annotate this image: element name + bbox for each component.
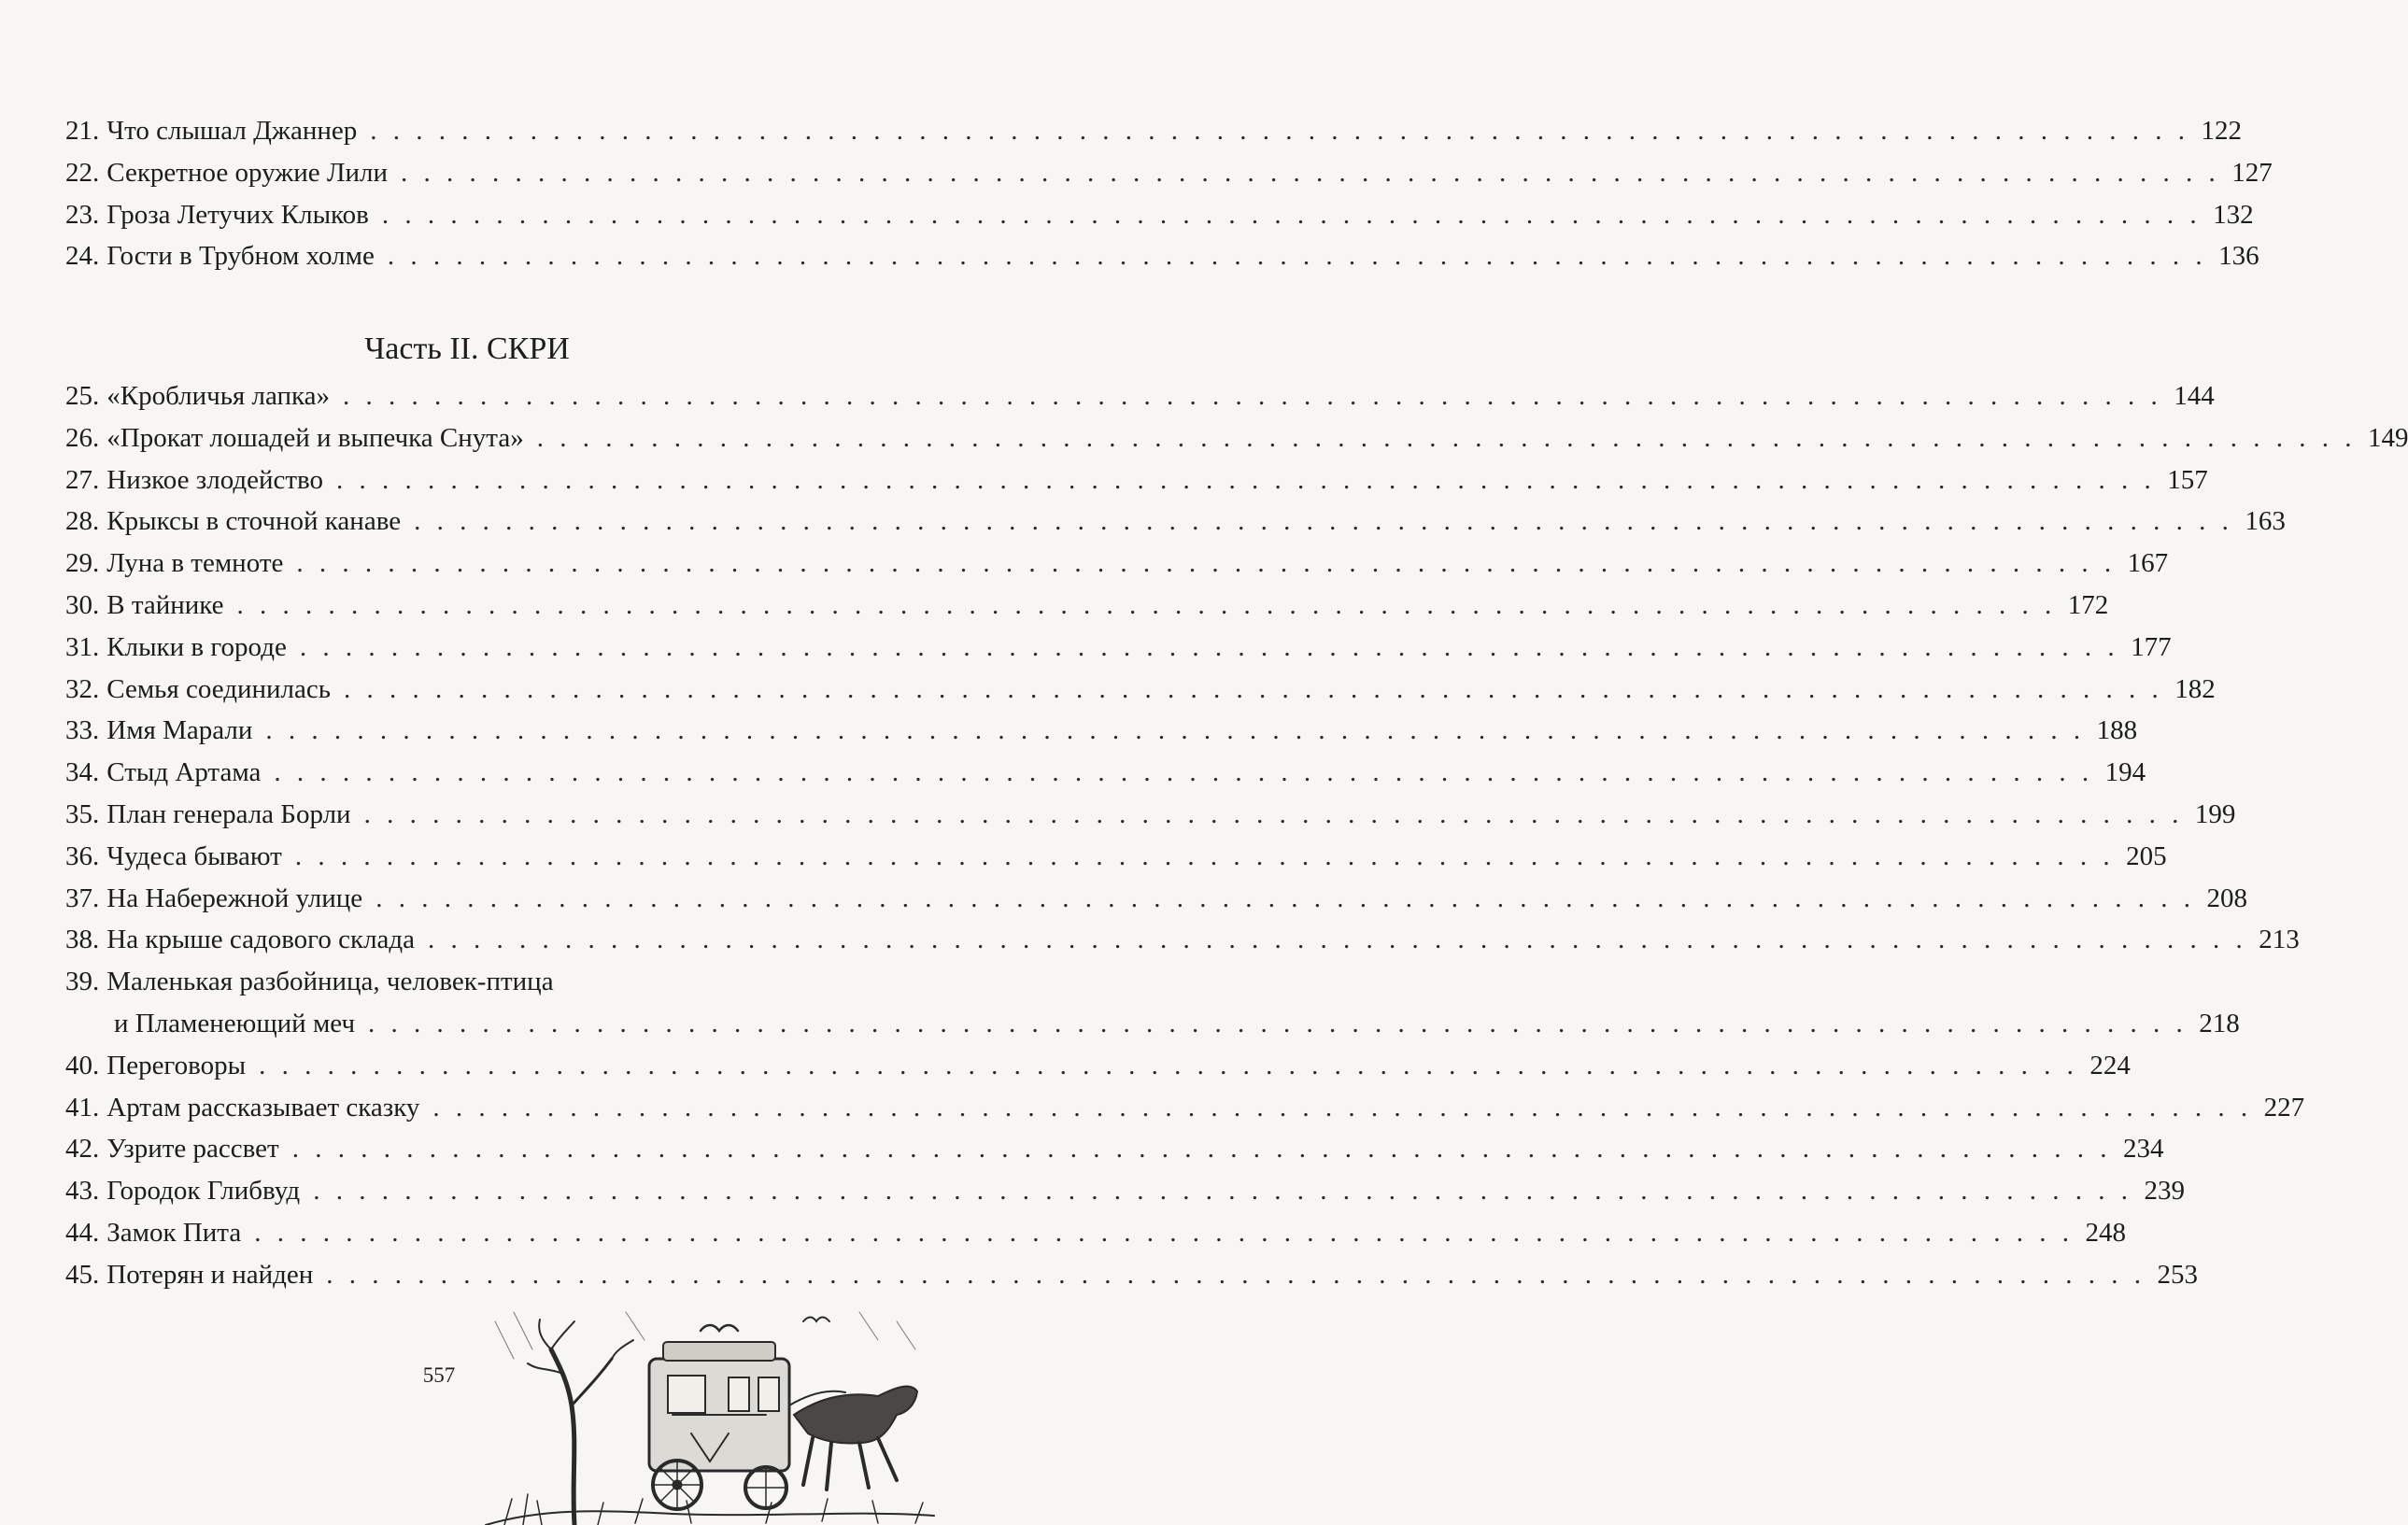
chapter-number: 31.: [65, 631, 100, 662]
page-ref: 188: [2096, 715, 2138, 746]
leader-dots: . . . . . . . . . . . . . . . . . . . . . . . . . . . . . . . . . . . . . . . . . . . . . . . . . . . . . . . . . . . . . . . . . . . . . . . . . . . . . . . .: [265, 715, 2086, 746]
toc-entry: [65, 110, 2242, 152]
page-ref: 177: [2131, 631, 2172, 662]
part-heading: Часть II. СКРИ: [364, 332, 570, 366]
chapter-number: 32.: [65, 673, 100, 704]
toc-entry: [65, 152, 2273, 194]
leader-dots: . . . . . . . . . . . . . . . . . . . . . . . . . . . . . . . . . . . . . . . . . . . . . . . . . . . . . . . . . . . . . . . . . . . . . . . . . . . . . . . .: [236, 589, 2057, 620]
chapter-title: Секретное оружие Лили: [106, 157, 389, 188]
chapter-number: 41.: [65, 1092, 100, 1123]
leader-dots: . . . . . . . . . . . . . . . . . . . . . . . . . . . . . . . . . . . . . . . . . . . . . . . . . . . . . . . . . . . . . . . . . . . . . . . . . . . . . . . .: [291, 1134, 2112, 1165]
chapter-number: 39.: [65, 967, 100, 997]
leader-dots: . . . . . . . . . . . . . . . . . . . . . . . . . . . . . . . . . . . . . . . . . . . . . . . . . . . . . . . . . . . . . . . . . . . . . . . . . . . . . . . .: [274, 757, 2094, 788]
leader-dots: . . . . . . . . . . . . . . . . . . . . . . . . . . . . . . . . . . . . . . . . . . . . . . . . . . . . . . . . . . . . . . . . . . . . . . . . . . . . . . . .: [381, 199, 2202, 230]
toc-entry: [65, 627, 2172, 669]
leader-dots: . . . . . . . . . . . . . . . . . . . . . . . . . . . . . . . . . . . . . . . . . . . . . . . . . . . . . . . . . . . . . . . . . . . . . . . . . . . . . . . .: [313, 1176, 2132, 1207]
toc-entry: [65, 1045, 2131, 1087]
toc-entry: [65, 669, 2216, 711]
toc-entry: [65, 417, 2408, 459]
toc-entry: [65, 194, 2254, 236]
chapter-title: На Набережной улице: [106, 883, 363, 913]
page-ref: 248: [2085, 1217, 2126, 1248]
page-ref: 157: [2167, 464, 2208, 495]
chapter-number: 26.: [65, 422, 100, 453]
chapter-number: 35.: [65, 798, 100, 829]
chapter-title: Стыд Артама: [106, 757, 262, 788]
leader-dots: . . . . . . . . . . . . . . . . . . . . . . . . . . . . . . . . . . . . . . . . . . . . . . . . . . . . . . . . . . . . . . . . . . . . . . . . . . . . . . . .: [368, 1008, 2188, 1038]
chapter-title: Замок Пита: [106, 1217, 242, 1248]
toc-list-part1: [65, 110, 2273, 277]
chapter-title: Гроза Летучих Клыков: [106, 199, 369, 230]
toc-entry: [65, 836, 2167, 878]
carriage-illustration: [486, 1303, 934, 1525]
toc-entry: [65, 1170, 2185, 1212]
leader-dots: . . . . . . . . . . . . . . . . . . . . . . . . . . . . . . . . . . . . . . . . . . . . . . . . . . . . . . . . . . . . . . . . . . . . . . . . . . . . . . . .: [296, 548, 2117, 579]
chapter-number: 43.: [65, 1176, 100, 1207]
toc-entry: [65, 794, 2236, 836]
page-ref: 132: [2213, 199, 2254, 230]
toc-entry: [65, 878, 2247, 920]
chapter-number: 45.: [65, 1259, 100, 1290]
page-ref: 224: [2089, 1050, 2131, 1080]
leader-dots: . . . . . . . . . . . . . . . . . . . . . . . . . . . . . . . . . . . . . . . . . . . . . . . . . . . . . . . . . . . . . . . . . . . . . . . . . . . . . . . .: [363, 798, 2184, 829]
page-ref: 182: [2174, 673, 2216, 704]
page-ref: 253: [2157, 1259, 2199, 1290]
page-ref: 149: [2367, 422, 2408, 453]
page-ref: 234: [2122, 1134, 2164, 1165]
chapter-title: Семья соединилась: [106, 673, 331, 704]
chapter-number: 33.: [65, 715, 100, 746]
toc-entry: [65, 375, 2215, 417]
chapter-number: 21.: [65, 116, 100, 146]
chapter-title: Узрите рассвет: [106, 1134, 279, 1165]
leader-dots: . . . . . . . . . . . . . . . . . . . . . . . . . . . . . . . . . . . . . . . . . . . . . . . . . . . . . . . . . . . . . . . . . . . . . . . . . . . . . . . .: [336, 464, 2156, 495]
leader-dots: . . . . . . . . . . . . . . . . . . . . . . . . . . . . . . . . . . . . . . . . . . . . . . . . . . . . . . . . . . . . . . . . . . . . . . . . . . . . . . . .: [536, 422, 2357, 453]
toc-entry: [65, 710, 2138, 752]
leader-dots: . . . . . . . . . . . . . . . . . . . . . . . . . . . . . . . . . . . . . . . . . . . . . . . . . . . . . . . . . . . . . . . . . . . . . . . . . . . . . . . .: [432, 1092, 2253, 1123]
toc-entry: [65, 1087, 2305, 1129]
toc-entry: [65, 1128, 2164, 1170]
chapter-number: 38.: [65, 925, 100, 955]
toc-entry: [65, 501, 2286, 543]
chapter-number: 24.: [65, 241, 100, 272]
leader-dots: . . . . . . . . . . . . . . . . . . . . . . . . . . . . . . . . . . . . . . . . . . . . . . . . . . . . . . . . . . . . . . . . . . . . . . . . . . . . . . . .: [401, 157, 2220, 188]
toc-entry: [65, 543, 2169, 585]
chapter-number: 28.: [65, 506, 100, 537]
page-ref: 199: [2194, 798, 2236, 829]
toc-entry: [65, 459, 2208, 501]
page-number: 557: [422, 1363, 456, 1387]
toc-list-part2: [65, 375, 2408, 1296]
chapter-number: 34.: [65, 757, 100, 788]
leader-dots: . . . . . . . . . . . . . . . . . . . . . . . . . . . . . . . . . . . . . . . . . . . . . . . . . . . . . . . . . . . . . . . . . . . . . . . . . . . . . . . .: [343, 673, 2163, 704]
leader-dots: . . . . . . . . . . . . . . . . . . . . . . . . . . . . . . . . . . . . . . . . . . . . . . . . . . . . . . . . . . . . . . . . . . . . . . . . . . . . . . . .: [428, 925, 2247, 955]
page-ref: 136: [2218, 241, 2259, 272]
toc-entry: [65, 235, 2259, 277]
chapter-number: 29.: [65, 548, 100, 579]
chapter-title-line2: и Пламенеющий меч: [114, 1008, 356, 1038]
page-ref: 194: [2104, 757, 2146, 788]
chapter-title: Луна в темноте: [106, 548, 284, 579]
chapter-number: 30.: [65, 589, 100, 620]
page-ref: 208: [2206, 883, 2247, 913]
chapter-title: Имя Марали: [106, 715, 253, 746]
chapter-number: 23.: [65, 199, 100, 230]
leader-dots: . . . . . . . . . . . . . . . . . . . . . . . . . . . . . . . . . . . . . . . . . . . . . . . . . . . . . . . . . . . . . . . . . . . . . . . . . . . . . . . .: [375, 883, 2195, 913]
leader-dots: . . . . . . . . . . . . . . . . . . . . . . . . . . . . . . . . . . . . . . . . . . . . . . . . . . . . . . . . . . . . . . . . . . . . . . . . . . . . . . . .: [414, 506, 2233, 537]
chapter-title: Крыксы в сточной канаве: [106, 506, 402, 537]
chapter-title: «Кробличья лапка»: [106, 381, 331, 411]
chapter-number: 42.: [65, 1134, 100, 1165]
chapter-number: 27.: [65, 464, 100, 495]
page-ref: 239: [2144, 1176, 2185, 1207]
leader-dots: . . . . . . . . . . . . . . . . . . . . . . . . . . . . . . . . . . . . . . . . . . . . . . . . . . . . . . . . . . . . . . . . . . . . . . . . . . . . . . . .: [299, 631, 2119, 662]
toc-entry: [65, 1254, 2199, 1296]
toc-entry-continuation: [65, 1003, 2240, 1045]
page-ref: 144: [2174, 381, 2215, 411]
chapter-title: Потерян и найден: [106, 1259, 314, 1290]
page-ref: 205: [2126, 840, 2167, 871]
chapter-number: 25.: [65, 381, 100, 411]
leader-dots: . . . . . . . . . . . . . . . . . . . . . . . . . . . . . . . . . . . . . . . . . . . . . . . . . . . . . . . . . . . . . . . . . . . . . . . . . . . . . . . .: [326, 1259, 2146, 1290]
chapter-title: Клыки в городе: [106, 631, 287, 662]
leader-dots: . . . . . . . . . . . . . . . . . . . . . . . . . . . . . . . . . . . . . . . . . . . . . . . . . . . . . . . . . . . . . . . . . . . . . . . . . . . . . . . .: [387, 241, 2207, 272]
chapter-number: 44.: [65, 1217, 100, 1248]
chapter-title: План генерала Борли: [106, 798, 351, 829]
page-ref: 218: [2199, 1008, 2240, 1038]
chapter-number: 22.: [65, 157, 100, 188]
leader-dots: . . . . . . . . . . . . . . . . . . . . . . . . . . . . . . . . . . . . . . . . . . . . . . . . . . . . . . . . . . . . . . . . . . . . . . . . . . . . . . . .: [259, 1050, 2078, 1080]
page-ref: 172: [2067, 589, 2109, 620]
chapter-title: На крыше садового склада: [106, 925, 416, 955]
toc-entry: [65, 919, 2300, 961]
chapter-title: Низкое злодейство: [106, 464, 324, 495]
page-ref: 213: [2259, 925, 2300, 955]
page-ref: 127: [2231, 157, 2273, 188]
chapter-title: Переговоры: [106, 1050, 247, 1080]
chapter-title: Артам рассказывает сказку: [106, 1092, 420, 1123]
chapter-number: 36.: [65, 840, 100, 871]
page-ref: 167: [2127, 548, 2169, 579]
chapter-title: Гости в Трубном холме: [106, 241, 375, 272]
chapter-number: 40.: [65, 1050, 100, 1080]
toc-entry: [65, 585, 2109, 627]
chapter-title: Чудеса бывают: [106, 840, 282, 871]
chapter-title: Что слышал Джаннер: [106, 116, 358, 146]
leader-dots: . . . . . . . . . . . . . . . . . . . . . . . . . . . . . . . . . . . . . . . . . . . . . . . . . . . . . . . . . . . . . . . . . . . . . . . . . . . . . . . .: [254, 1217, 2074, 1248]
leader-dots: . . . . . . . . . . . . . . . . . . . . . . . . . . . . . . . . . . . . . . . . . . . . . . . . . . . . . . . . . . . . . . . . . . . . . . . . . . . . . . . .: [343, 381, 2162, 411]
page-ref: 122: [2201, 116, 2242, 146]
toc-entry: [65, 961, 824, 1003]
chapter-number: 37.: [65, 883, 100, 913]
leader-dots: . . . . . . . . . . . . . . . . . . . . . . . . . . . . . . . . . . . . . . . . . . . . . . . . . . . . . . . . . . . . . . . . . . . . . . . . . . . . . . . .: [370, 116, 2189, 146]
page-ref: 227: [2263, 1092, 2305, 1123]
chapter-title: «Прокат лошадей и выпечка Снута»: [106, 422, 524, 453]
page-ref: 163: [2245, 506, 2286, 537]
leader-dots: . . . . . . . . . . . . . . . . . . . . . . . . . . . . . . . . . . . . . . . . . . . . . . . . . . . . . . . . . . . . . . . . . . . . . . . . . . . . . . . .: [294, 840, 2115, 871]
chapter-title: Маленькая разбойница, человек-птица: [106, 967, 554, 997]
chapter-title: В тайнике: [106, 589, 224, 620]
chapter-title: Городок Глибвуд: [106, 1176, 301, 1207]
toc-entry: [65, 752, 2146, 794]
toc-entry: [65, 1212, 2126, 1254]
